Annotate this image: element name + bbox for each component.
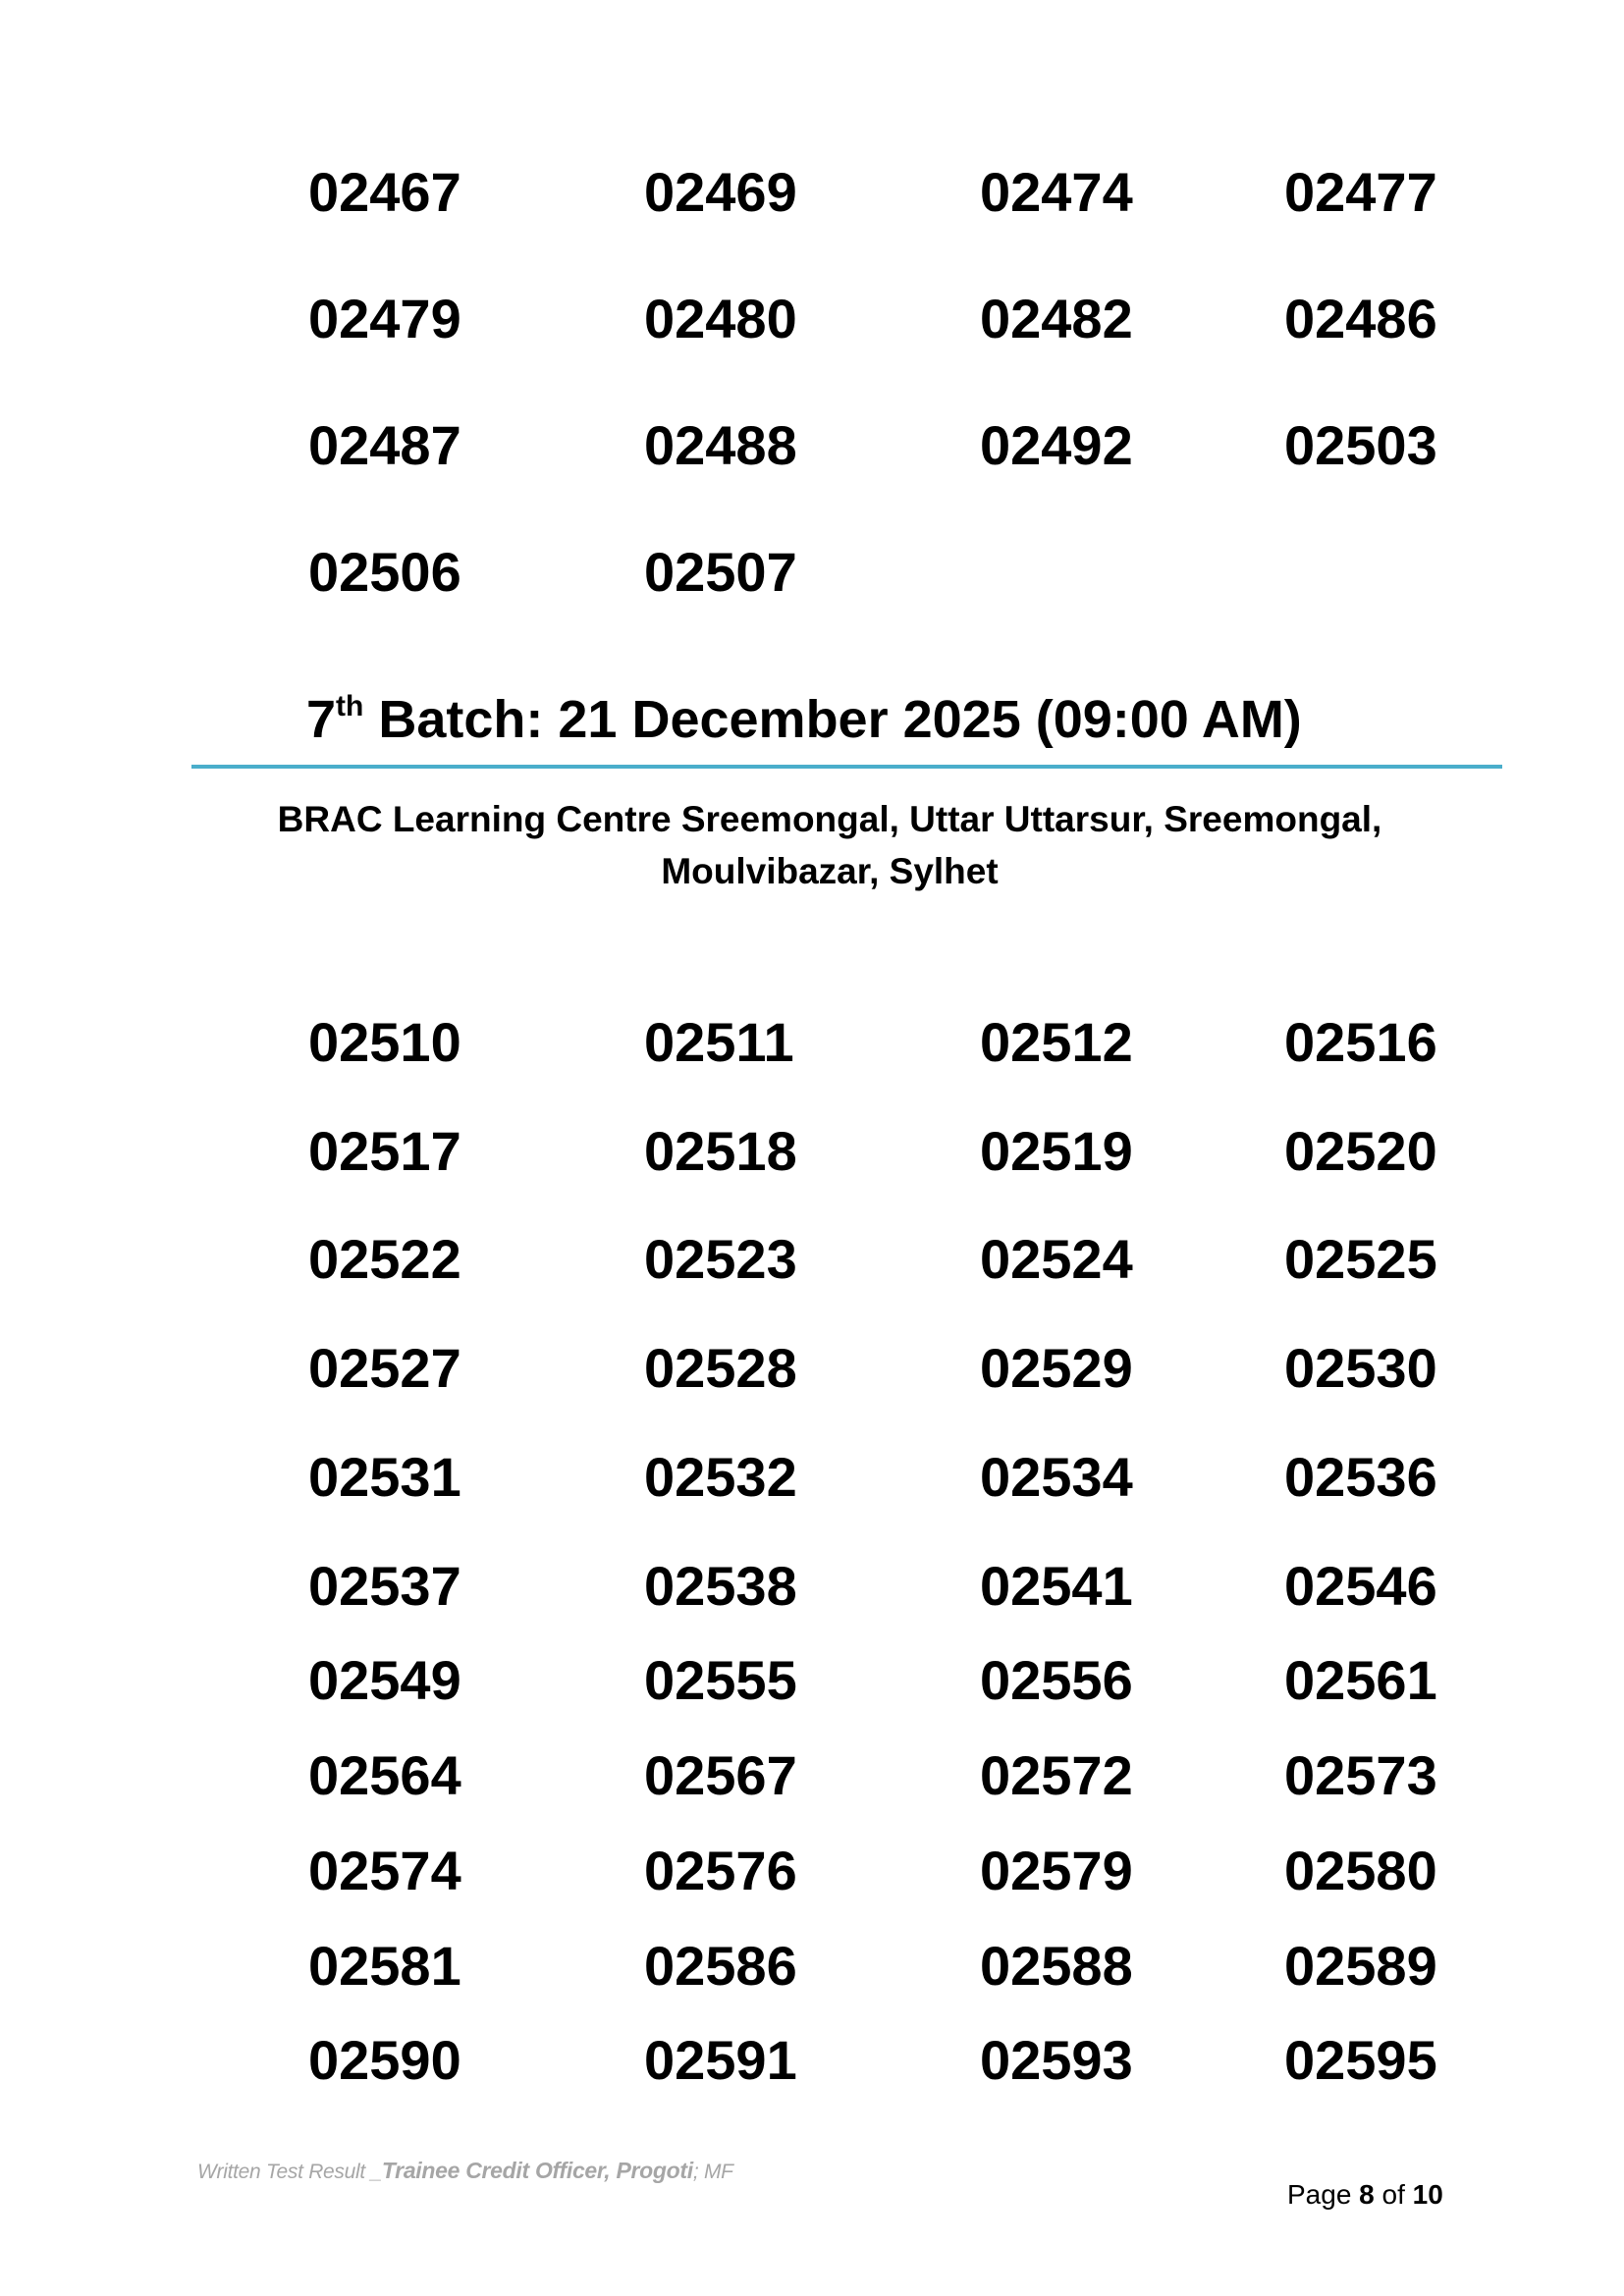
roll-number: 02530 [1284,1337,1437,1399]
roll-number: 02593 [980,2029,1133,2091]
roll-number: 02520 [1284,1120,1437,1182]
roll-number: 02541 [980,1555,1133,1617]
batch-number: 7 [306,690,337,749]
roll-number: 02477 [1284,161,1437,223]
batch-heading [306,690,1302,749]
footer-note-suffix: ; MF [692,2161,733,2183]
roll-number: 02591 [644,2029,797,2091]
roll-number: 02516 [1284,1011,1437,1073]
roll-number: 02588 [980,1935,1133,1997]
section-divider [191,765,1502,769]
roll-number: 02590 [308,2029,461,2091]
page-current: 8 [1359,2179,1375,2210]
page-number [1287,2179,1443,2211]
roll-number: 02561 [1284,1649,1437,1711]
roll-number: 02579 [980,1840,1133,1901]
roll-number: 02580 [1284,1840,1437,1901]
roll-number: 02589 [1284,1935,1437,1997]
roll-number: 02507 [644,541,797,603]
roll-number: 02512 [980,1011,1133,1073]
roll-number: 02586 [644,1935,797,1997]
roll-number: 02480 [644,288,797,349]
roll-number: 02555 [644,1649,797,1711]
footer-note-title: Trainee Credit Officer, Progoti [381,2158,693,2183]
roll-number: 02546 [1284,1555,1437,1617]
roll-number: 02523 [644,1228,797,1290]
roll-number: 02474 [980,161,1133,223]
venue-address [0,793,1624,897]
page-label: Page [1287,2179,1360,2210]
roll-number: 02531 [308,1446,461,1508]
roll-number: 02581 [308,1935,461,1997]
roll-number: 02532 [644,1446,797,1508]
roll-number: 02467 [308,161,461,223]
roll-number: 02487 [308,414,461,476]
venue-line-1: BRAC Learning Centre Sreemongal, Uttar Uttarsur, Sreemongal, [277,799,1382,839]
roll-number: 02576 [644,1840,797,1901]
roll-number: 02538 [644,1555,797,1617]
roll-number: 02511 [644,1011,794,1073]
roll-number: 02486 [1284,288,1437,349]
roll-number: 02506 [308,541,461,603]
roll-number: 02479 [308,288,461,349]
roll-number: 02510 [308,1011,461,1073]
roll-number: 02564 [308,1744,461,1806]
roll-number: 02517 [308,1120,461,1182]
batch-title: Batch: 21 December 2025 (09:00 AM) [363,690,1302,749]
roll-number: 02556 [980,1649,1133,1711]
roll-number: 02525 [1284,1228,1437,1290]
footer-note-prefix: Written Test Result _ [197,2161,382,2183]
roll-number: 02482 [980,288,1133,349]
roll-number: 02573 [1284,1744,1437,1806]
roll-number: 02572 [980,1744,1133,1806]
roll-number: 02574 [308,1840,461,1901]
roll-number: 02492 [980,414,1133,476]
roll-number: 02488 [644,414,797,476]
roll-number: 02537 [308,1555,461,1617]
roll-number: 02469 [644,161,797,223]
roll-number: 02529 [980,1337,1133,1399]
roll-number: 02524 [980,1228,1133,1290]
batch-ordinal-suffix: th [336,690,364,722]
page-total: 10 [1412,2179,1443,2210]
roll-number: 02534 [980,1446,1133,1508]
roll-number: 02522 [308,1228,461,1290]
footer-note [197,2158,733,2184]
roll-number: 02528 [644,1337,797,1399]
roll-number: 02595 [1284,2029,1437,2091]
roll-number: 02527 [308,1337,461,1399]
page-of: of [1374,2179,1413,2210]
roll-number: 02518 [644,1120,797,1182]
venue-line-2: Moulvibazar, Sylhet [661,851,999,891]
roll-number: 02549 [308,1649,461,1711]
roll-number: 02519 [980,1120,1133,1182]
roll-number: 02503 [1284,414,1437,476]
roll-number: 02567 [644,1744,797,1806]
roll-number: 02536 [1284,1446,1437,1508]
